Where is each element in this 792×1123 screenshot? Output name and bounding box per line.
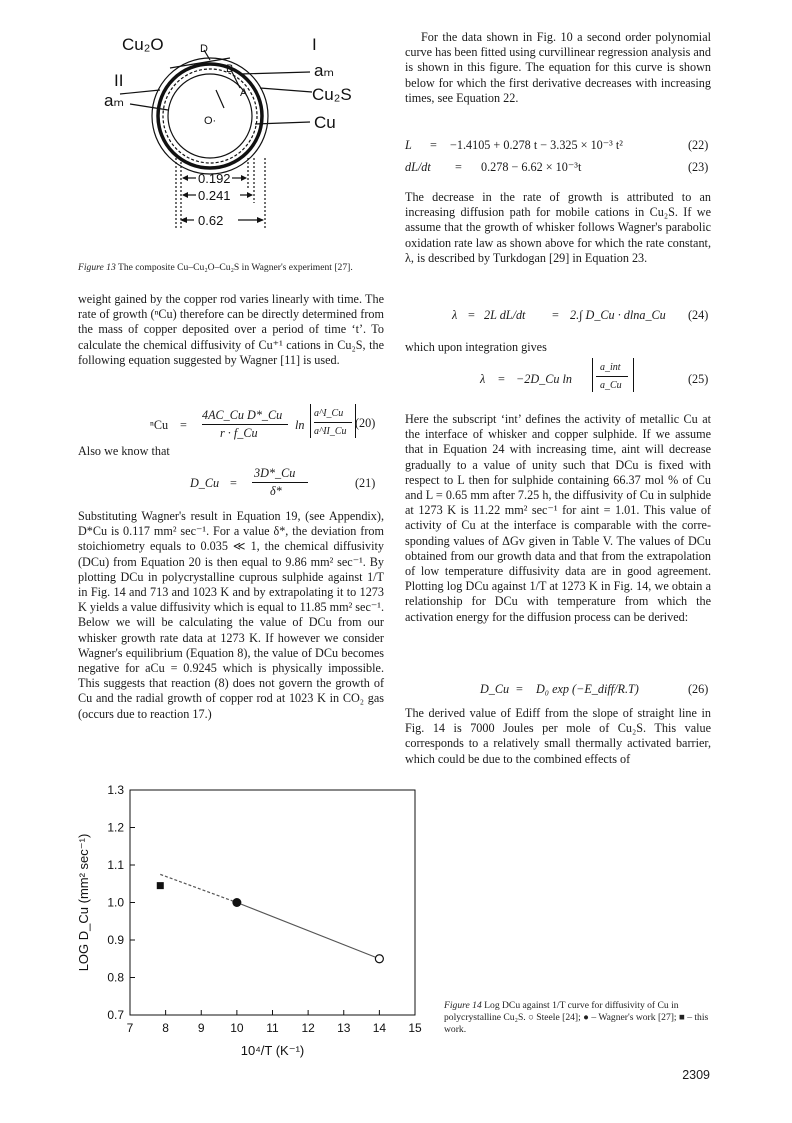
right-paragraph-3: which upon integration gives xyxy=(405,340,547,354)
eq20-ln: ln xyxy=(295,418,305,432)
label-b: B xyxy=(226,63,234,75)
figure-14-chart xyxy=(70,780,440,1060)
y-tick-label: 1.0 xyxy=(107,895,124,910)
eq20-number: (20) xyxy=(355,416,376,430)
x-tick-label: 7 xyxy=(126,1021,134,1035)
eq21-num: 3D*_Cu xyxy=(254,466,296,480)
x-tick-label: 13 xyxy=(337,1021,351,1035)
eq23-number: (23) xyxy=(688,160,709,174)
label-am-right: aₘ xyxy=(314,61,335,80)
eq20-lhs: ⁿCu xyxy=(150,418,169,432)
x-tick-label: 9 xyxy=(197,1021,205,1035)
eq25-frac-num: a_int xyxy=(600,362,621,373)
eq26-number: (26) xyxy=(688,682,709,696)
right-paragraph-1: For the data shown in Fig. 10 a second order polynomial curve has been fitted using curvillinear regression analysis and is shown in this figure. The equation for this curve is shown below for which the first derivative decreases with increasing times, see Equation 22. xyxy=(405,30,711,105)
eq25-number: (25) xyxy=(688,372,709,386)
eq23-lhs: dL/dt xyxy=(405,160,431,174)
label-cu: Cu xyxy=(314,113,336,132)
page-number: 2309 xyxy=(682,1068,710,1082)
eq22-lhs: L xyxy=(405,138,412,152)
eq24-mid: 2L dL/dt xyxy=(484,308,526,322)
left-paragraph-1: weight gained by the copper rod varies linearly with time. The rate of growth (ⁿCu) therefore can be directly determined from the mass of copper deposited over a period of time ‘t’. To calculate the chemical diffusivity of Cu⁺¹ cations in Cu₂S, the following equation suggested by Wagner [11] is used. xyxy=(78,292,384,367)
eq20-frac-den: a^II_Cu xyxy=(314,426,347,437)
left-paragraph-3: Substituting Wagner's result in Equation 19, (see Appendix), D*Cu is 0.117 mm² sec⁻¹. For a value δ*, the deviation from stoichiometry equals to 0.035 ≪ 1, the chemical diffusivity (DCu) from Equation 20 is then equal to 9.86 mm² sec⁻¹. By plotting DCu in polycrystalline cuprous sulphide against 1/T in Fig. 14 and 713 and 1023 K and by extrapolating it to 1273 K yields a value diffusivity which is equal to 11.85 mm² sec⁻¹. Below we will be calculating the value of DCu from our whisker growth rate data at 1273 K. If however we consider Wagner's equilibrium (Equation 8), the value of DCu becomes negative for aCu = 0.9245 which is physically impossible. This suggests that reaction (8) does not govern the growth of Cu and the radial growth of copper rod at 1023 K in CO₂ gas (occurs due to reaction 17.) xyxy=(78,509,384,721)
eq22-rhs: −1.4105 + 0.278 t − 3.325 × 10⁻³ t² xyxy=(450,138,623,152)
eq21-lhs: D_Cu xyxy=(190,476,220,490)
eq26-rhs: D₀ exp (−E_diff/R.T) xyxy=(536,682,639,696)
x-tick-label: 15 xyxy=(408,1021,422,1035)
y-tick-label: 0.7 xyxy=(107,1008,124,1022)
y-tick-label: 0.9 xyxy=(107,933,124,947)
figure-13-diagram xyxy=(100,28,390,253)
label-o: O· xyxy=(204,115,217,127)
figure-14-caption-label: Figure 14 xyxy=(444,1000,482,1011)
label-roman-two: II xyxy=(114,71,124,90)
figure-13-caption xyxy=(78,262,384,274)
extrapolation-line xyxy=(160,874,237,902)
left-paragraph-2: Also we know that xyxy=(78,444,170,458)
eq21-den: δ* xyxy=(270,484,282,498)
eq24-number: (24) xyxy=(688,308,709,322)
point-steele xyxy=(375,955,383,963)
eq21-number: (21) xyxy=(355,476,376,490)
x-tick-label: 11 xyxy=(266,1021,279,1035)
figure-13-caption-text: The composite Cu–Cu₂O–Cu₂S in Wagner's experiment [27]. xyxy=(117,262,353,273)
x-axis-label: 10⁴/T (K⁻¹) xyxy=(240,1043,305,1058)
eq23-rhs: 0.278 − 6.62 × 10⁻³t xyxy=(481,160,582,174)
eq20-frac-num: a^I_Cu xyxy=(314,408,344,419)
y-axis-label: LOG D_Cu (mm² sec⁻¹) xyxy=(76,833,91,972)
eq25-rhs: −2D_Cu ln xyxy=(516,372,572,386)
eq20-den: r · f_Cu xyxy=(220,426,258,440)
right-paragraph-4: Here the subscript ‘int’ defines the activity of metallic Cu at the interface of whisker and copper sulphide. If we assume that in Equation 24 with increasing time, aint will decrease gradually to a value of unity such that DCu is fixed with respect to L then for sulphide containing 66.37 mol % of Cu and L = 0.65 mm after 7.25 h, the diffusivity of Cu in sulphide at 1273 K is 11.22 mm² sec⁻¹ for aint = 1.01. This value of activity of Cu at the interface is comparable with the corresponding values of ΔGv given in Table V. The values of DCu obtained from our growth data and that from the extrapolation of low temperature diffusivity data are in good agreement. Plotting log DCu against 1/T at 1273 K in Fig. 14, we obtain a relationship for DCu with temperature from which the activation energy for the diffusion process can be derived: xyxy=(405,412,711,624)
dim-0241: 0.241 xyxy=(198,188,231,203)
eq24-lhs: λ xyxy=(452,308,458,322)
eq25-lhs: λ xyxy=(480,372,486,386)
fit-line xyxy=(237,903,380,959)
dim-0192: 0.192 xyxy=(198,171,231,186)
x-tick-label: 8 xyxy=(162,1021,169,1035)
label-roman-one: I xyxy=(312,35,317,54)
figure-13-caption-label: Figure 13 xyxy=(78,262,116,273)
plot-frame xyxy=(130,790,415,1015)
label-cu2s: Cu₂S xyxy=(312,85,352,104)
eq24-rhs: 2.∫ D_Cu · dlna_Cu xyxy=(570,308,666,322)
eq22-number: (22) xyxy=(688,138,709,152)
label-am-left: aₘ xyxy=(104,91,125,110)
figure-14-caption-text: Log DCu against 1/T curve for diffusivity of Cu in polycrystalline Cu₂S. ○ Steele [24]; ● – Wagner's work [27]; ■ – this work. xyxy=(444,1000,709,1035)
point-this-work xyxy=(157,882,164,889)
label-a: A xyxy=(240,87,248,99)
y-tick-label: 1.3 xyxy=(107,783,124,797)
dim-062: 0.62 xyxy=(198,213,224,228)
right-paragraph-2: The decrease in the rate of growth is attributed to an increasing diffusion path for mobile cations in Cu₂S. If we assume that the growth of whisker follows Wagner's parabolic oxidation rate law as shown above for which the rate constant, λ, is described by Turkdogan [29] in Equation 23. xyxy=(405,190,711,265)
label-cu2o: Cu₂O xyxy=(122,35,164,54)
y-tick-label: 0.8 xyxy=(107,970,124,985)
figure-14-caption xyxy=(444,1000,718,1036)
y-tick-label: 1.2 xyxy=(107,820,124,835)
right-paragraph-5: The derived value of Ediff from the slope of straight line in Fig. 14 is 7000 Joules per mole of Cu₂S. This value corresponds to a relatively small thermally activated barrier, which could be due to the combined effects of xyxy=(405,706,711,766)
label-d: D xyxy=(200,43,208,55)
y-tick-label: 1.1 xyxy=(107,858,124,872)
eq25-frac-den: a_Cu xyxy=(600,380,622,391)
point-wagner xyxy=(232,898,241,907)
x-tick-label: 12 xyxy=(301,1021,315,1035)
x-tick-label: 14 xyxy=(372,1021,387,1035)
x-tick-label: 10 xyxy=(230,1021,244,1035)
eq20-num: 4AC_Cu D*_Cu xyxy=(202,408,283,422)
eq26-lhs: D_Cu xyxy=(480,682,510,696)
